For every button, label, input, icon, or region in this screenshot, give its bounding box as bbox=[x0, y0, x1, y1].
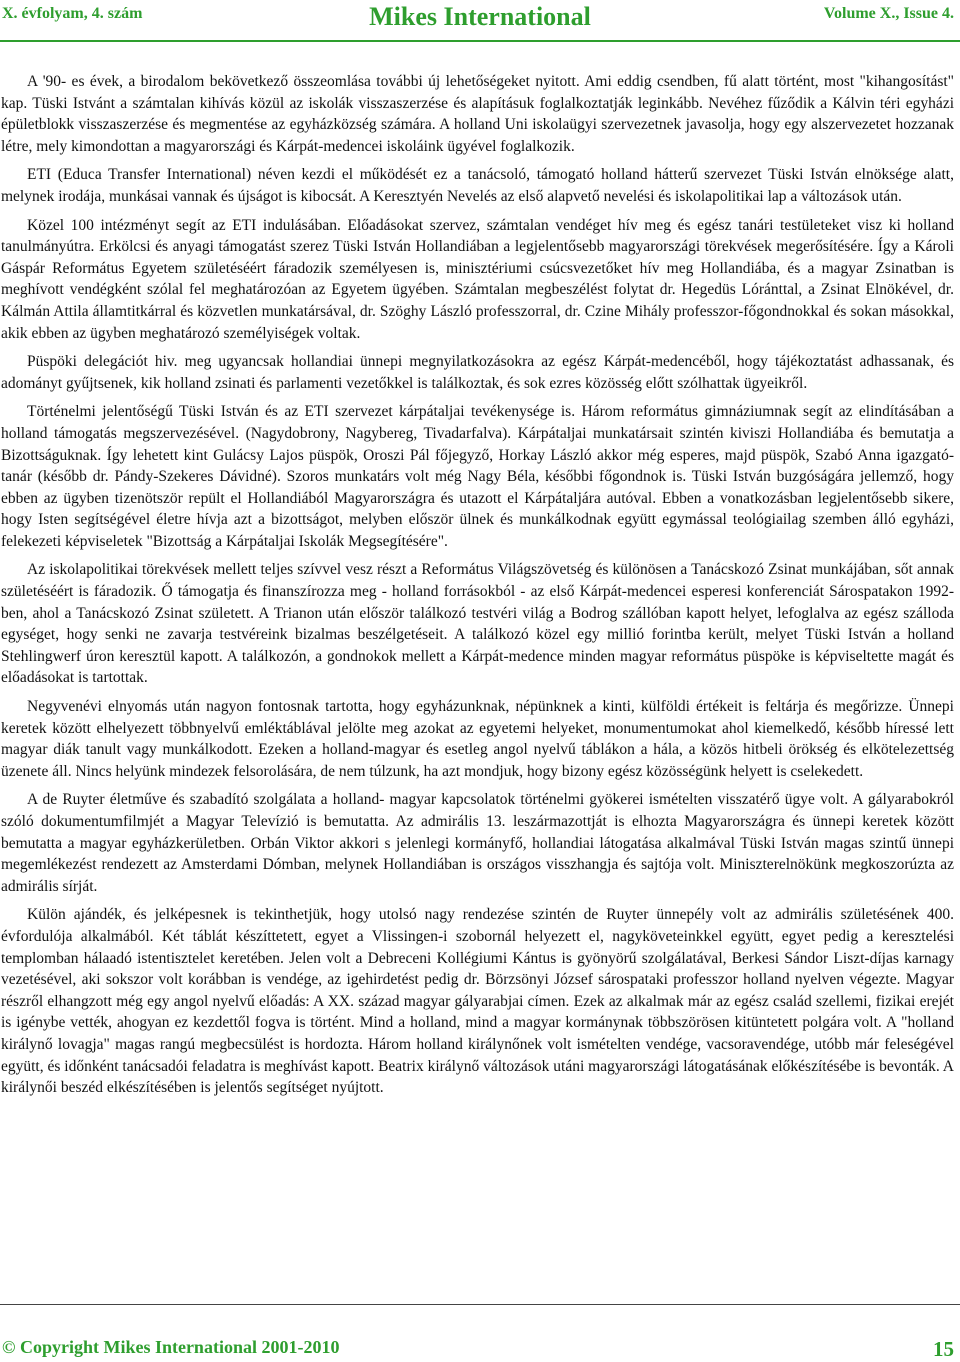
page-header bbox=[0, 0, 960, 44]
paragraph: ETI (Educa Transfer International) néven kezdi el működését ez a tanácsoló, támogató holland hátterű szervezet Tüski István elnöksége alatt, melynek irodája, munkásai vannak és újságot is kibocsát. A Keresztyén Nevelés az első alapvető nevelési és iskolapolitikai lap a változások után. bbox=[1, 166, 954, 205]
header-issue-hu: X. évfolyam, 4. szám bbox=[2, 5, 143, 22]
paragraph: Az iskolapolitikai törekvések mellett teljes szívvel vesz részt a Református Világszövetség és különösen a Tanácskozó Zsinat munkájában, sőt annak születéséért is fáradozik. Ő támogatja és finanszírozza meg - holland forrásokból - az első Kárpát-medencei esperesi konferenciát Sárospatakon 1992-ben, ahol a Tanácskozó Zsinat született. A Trianon után először találkozó testvéri világ a Bodrog szállóban kapott helyet, lefoglalva az egész szálloda egységet, hogy senki ne zavarja testvéreink bizalmas beszélgetéseit. A találkozó közel egy millió forintba került, melyet Tüski István a holland Stehlingwerf úron keresztül kapott. A találkozón, a gondnokok mellett a Kárpát-medence minden magyar református püspöke is képviseltette magát és előadásokat is tartottak. bbox=[1, 561, 954, 687]
header-journal-title: Mikes International bbox=[369, 2, 591, 31]
paragraph: A '90- es évek, a birodalom bekövetkező összeomlása további új lehetőségeket nyitott. Ami eddig csendben, fű alatt történt, most "kihangosítást" kap. Tüski Istvánt a számtalan kihívás közül az iskolák visszaszerzése és alapításuk foglalkoztatják leginkább. Nevéhez fűződik a Kálvin téri egyházi épületblokk visszaszerzése és megmentése az egyházközség számára. A holland Uni iskolaügyi szervezetnek javasolja, hogy egy alszervezetet hozzanak létre, mely kimondottan a magyarországi és Kárpát-medencei iskoláink ügyével foglalkozik. bbox=[1, 73, 954, 155]
footer-divider bbox=[0, 1304, 960, 1305]
paragraph: Történelmi jelentőségű Tüski István és az ETI szervezet kárpátaljai tevékenysége is. Három református gimnáziumnak segít az elindításában a holland támogatás megszervezésével. (Nagydobrony, Nagybereg, Tivadarfalva). Kárpátaljai munkatársait szintén kiviszi Hollandiába és bemutatja a Bizottságuknak. Így lehetett kint Gulácsy Lajos püspök, Oroszi Pál főjegyző, Horkay László akkor még esperes, majd püspök, Szabó Anna igazgató-tanár (később dr. Pándy-Szekeres Dávidné). Szoros munkatárs volt még Nagy Béla, későbbi főgondnok is. Tüski István buzgóságára jellemző, hogy ebben az ügyben tizenötször repült el Hollandiából Magyarországra és utazott el Kárpátaljára autóval. Ebben a vonatkozásban legjelentősebb sikere, hogy Isten segítségével életre hívja azt a bizottságot, melyben először ülnek és munkálkodnak együtt egymással teológiailag szemben álló egyházi, felekezeti képviseletek "Bizottság a Kárpátaljai Iskolák Megsegítésére". bbox=[1, 403, 954, 550]
page-number: 15 bbox=[933, 1337, 954, 1361]
footer-copyright: © Copyright Mikes International 2001-2010 bbox=[2, 1337, 340, 1357]
header-divider bbox=[0, 40, 960, 42]
paragraph: Püspöki delegációt hiv. meg ugyancsak hollandiai ünnepi megnyilatkozásokra az egész Kárpát-medencéből, hogy tájékoztatást adhassanak, és adományt gyűjtsenek, kik holland zsinati és parlamenti vezetőkkel is találkoztak, és sok ezres közösség előtt szólhattak ügyeikről. bbox=[1, 353, 954, 392]
article-body bbox=[1, 71, 954, 1106]
header-issue-en: Volume X., Issue 4. bbox=[823, 5, 954, 22]
paragraph: Negyvenévi elnyomás után nagyon fontosnak tartotta, hogy egyházunknak, népünknek a kinti, külföldi értékeit is feltárja és megőrizze. Ünnepi keretek között elhelyezett többnyelvű emléktáblával jelölte meg azokat az egyetemi helyeket, monumentumokat ahol kiemelkedő, később híressé lett magyar diák tanult vagy munkálkodott. Ezeken a holland-magyar és esetleg angol nyelvű táblákon a hála, a közös hitbeli örökség és elkötelezettség üzenete áll. Nincs helyünk mindezek felsorolására, de nem túlzunk, ha azt mondjuk, hogy bizony egész közösségünk helyett is cselekedett. bbox=[1, 698, 954, 780]
paragraph: Közel 100 intézményt segít az ETI indulásában. Előadásokat szervez, számtalan vendéget hív meg és egész tanári testületeket visz ki holland tanulmányútra. Erkölcsi és anyagi támogatást szerez Tüski István Hollandiában a legjelentősebb magyarországi törekvések megerősítésére. Így a Károli Gáspár Református Egyetem születéséért fáradozik személyesen is, minisztériumi csúcsvezetőket hív meg Hollandiába, és a magyar Zsinatban is meghívott vendégként szólal fel meghatározóan az Egyetem ügyében. Számtalan megbeszélést folytat dr. Hegedüs Lóránttal, a Zsinat Elnökével, dr. Kálmán Attila államtitkárral és közvetlen munkatársával, dr. Szöghy László professzorral, dr. Czine Mihály professzor-főgondnokkal és sokan másokkal, akik ebben az ügyben meghatározó személyiségek voltak. bbox=[1, 216, 954, 342]
paragraph: A de Ruyter életműve és szabadító szolgálata a holland- magyar kapcsolatok történelmi gyökerei ismételten visszatérő ügye volt. A gályarabokról szóló dokumentumfilmjét a Magyar Televízió is bemutatta. Az admirális 13. leszármazottját is elhozta Magyarországra és ünnepi keretek között bemutatta a magyar egyházkerületben. Orbán Viktor akkori s jelenlegi kormányfő, hollandiai látogatása alkalmával Tüski István magas szintű ünnepi megemlékezést rendezett az Amsterdami Dómban, melynek Hollandiában is országos visszhangja és sajtója volt. Miniszterelnökünk megkoszorúzta az admirális sírját. bbox=[1, 791, 954, 895]
paragraph: Külön ajándék, és jelképesnek is tekinthetjük, hogy utolsó nagy rendezése szintén de Ruyter ünnepély volt az admirális születésének 400. évfordulója alkalmából. Két táblát készíttetett, egyet a Vlissingen-i szobornál helyezett el, nagyköveteinkkel együtt, egyet pedig a keresztelési templomban hálaadó istentisztelet keretében. Jelen volt a Debreceni Kollégiumi Kántus is gyönyörű szolgálatával, Berkesi Sándor Liszt-díjas karnagy vezetésével, aki sokszor volt korábban is vendége, az igehirdetést pedig dr. Börzsönyi József sárospataki professzor holland nyelven végezte. Magyar részről elhangzott még egy angol nyelvű előadás: A XX. század magyar gályarabjai címen. Ezek az alkalmak már az egész család szellemi, fizikai erejét is igénybe vették, ahogyan ez kezdettől fogva is történt. Mind a holland, mind a magyar kormánynak többszörösen kitüntetett polgára volt. A "holland királynő lovagja" magas rangú megbecsülést is hordozta. Három holland királynőnek volt ismételten vendége, vacsoravendége, utóbb már feleségével együtt, és időnként tanácsadói feladatra is meghívást kapott. Beatrix királynő változások utáni magyarországi látogatásának előkészítésébe is bevonták. A királynői beszéd elkészítésében is jelentős segítséget nyújtott. bbox=[1, 906, 954, 1097]
